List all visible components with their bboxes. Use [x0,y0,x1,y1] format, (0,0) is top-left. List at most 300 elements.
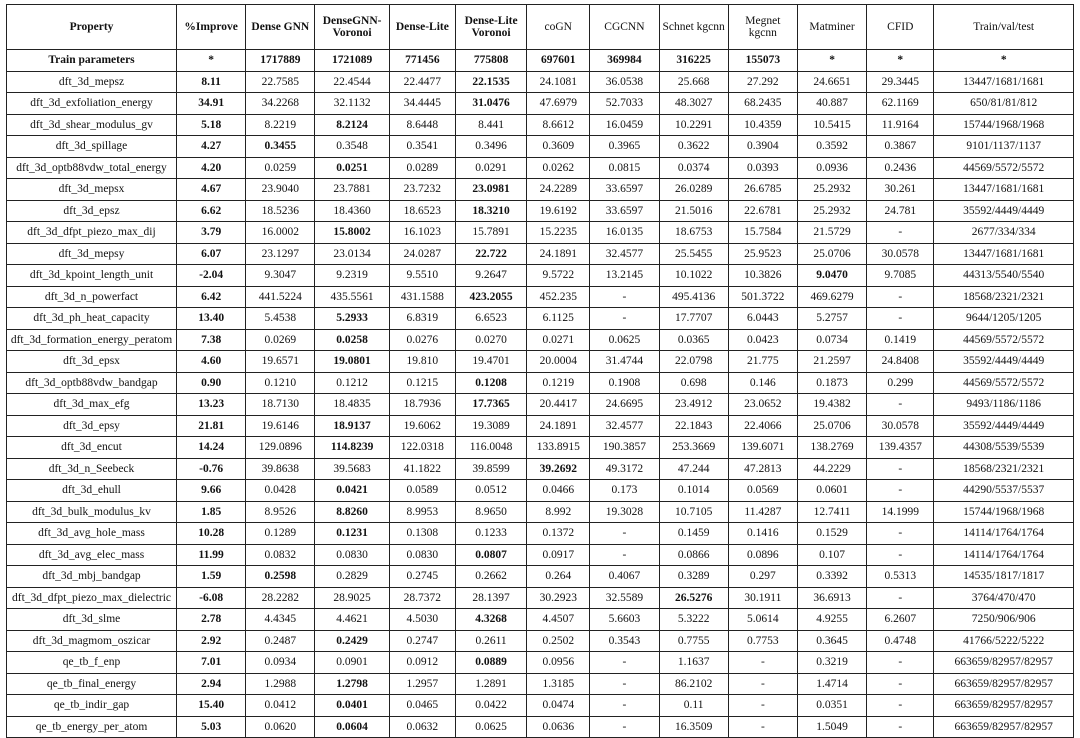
cell-schnet: 0.3289 [659,566,728,588]
cell-cfid: 29.3445 [867,71,934,93]
table-row [7,265,1074,287]
cell-matminer: 1.4714 [797,673,866,695]
cell-dense-lite: 431.1588 [389,286,455,308]
cell-property: dft_3d_dfpt_piezo_max_dij [7,222,177,244]
cell-densegnn: 1717889 [246,50,315,72]
cell-densegnn-voronoi: 39.5683 [315,458,389,480]
cell-split: 7250/906/906 [934,609,1074,631]
cell-megnet: 0.7753 [728,630,797,652]
cell-densegnn-voronoi: 9.2319 [315,265,389,287]
cell-dense-lite-voronoi: 22.722 [455,243,526,265]
cell-split: 663659/82957/82957 [934,673,1074,695]
cell-megnet: 5.0614 [728,609,797,631]
cell-densegnn-voronoi: 1721089 [315,50,389,72]
cell-split: 3764/470/470 [934,587,1074,609]
cell-improve: 0.90 [177,372,246,394]
cell-matminer: 138.2769 [797,437,866,459]
table-row [7,372,1074,394]
cell-dense-lite-voronoi: 8.9650 [455,501,526,523]
results-table-container [6,4,1074,738]
cell-dense-lite: 18.7936 [389,394,455,416]
cell-densegnn: 18.5236 [246,200,315,222]
col-header-dense-lite: Dense-Lite [389,5,455,50]
cell-cogn: 20.4417 [527,394,590,416]
cell-split: * [934,50,1074,72]
cell-cfid: * [867,50,934,72]
cell-cogn: 24.1891 [527,243,590,265]
cell-schnet: 47.244 [659,458,728,480]
cell-megnet: - [728,673,797,695]
cell-megnet: 68.2435 [728,93,797,115]
table-row [7,136,1074,158]
cell-split: 13447/1681/1681 [934,243,1074,265]
cell-dense-lite: 24.0287 [389,243,455,265]
cell-megnet: 11.4287 [728,501,797,523]
cell-megnet: 0.0423 [728,329,797,351]
cell-densegnn-voronoi: 28.9025 [315,587,389,609]
cell-megnet: 10.3826 [728,265,797,287]
cell-cogn: 15.2235 [527,222,590,244]
cell-improve: 9.66 [177,480,246,502]
cell-densegnn: 0.0832 [246,544,315,566]
cell-dense-lite: 0.0589 [389,480,455,502]
cell-schnet: 0.1459 [659,523,728,545]
cell-matminer: 44.2229 [797,458,866,480]
cell-property: dft_3d_epsz [7,200,177,222]
cell-property: dft_3d_ph_heat_capacity [7,308,177,330]
cell-schnet: 0.0365 [659,329,728,351]
cell-matminer: 12.7411 [797,501,866,523]
cell-improve: 6.62 [177,200,246,222]
cell-property: dft_3d_bulk_modulus_kv [7,501,177,523]
cell-cfid: 30.261 [867,179,934,201]
cell-property: dft_3d_mepsy [7,243,177,265]
cell-cogn: 0.0474 [527,695,590,717]
cell-densegnn-voronoi: 22.4544 [315,71,389,93]
cell-cfid: - [867,394,934,416]
cell-improve: 2.92 [177,630,246,652]
cell-dense-lite-voronoi: 17.7365 [455,394,526,416]
cell-matminer: 0.3219 [797,652,866,674]
cell-dense-lite-voronoi: 0.0291 [455,157,526,179]
cell-cgcnn: 31.4744 [590,351,659,373]
cell-densegnn-voronoi: 0.0251 [315,157,389,179]
cell-property: qe_tb_final_energy [7,673,177,695]
cell-matminer: 1.5049 [797,716,866,738]
cell-split: 650/81/81/812 [934,93,1074,115]
cell-cgcnn: 49.3172 [590,458,659,480]
cell-cfid: 14.1999 [867,501,934,523]
cell-schnet: 10.2291 [659,114,728,136]
cell-dense-lite-voronoi: 31.0476 [455,93,526,115]
cell-improve: 13.40 [177,308,246,330]
table-row [7,286,1074,308]
cell-improve: 4.27 [177,136,246,158]
cell-dense-lite: 34.4445 [389,93,455,115]
cell-densegnn: 28.2282 [246,587,315,609]
cell-dense-lite: 23.7232 [389,179,455,201]
cell-densegnn: 0.0428 [246,480,315,502]
table-row [7,609,1074,631]
cell-property: qe_tb_energy_per_atom [7,716,177,738]
cell-densegnn-voronoi: 32.1132 [315,93,389,115]
cell-schnet: 316225 [659,50,728,72]
table-row [7,458,1074,480]
cell-dense-lite: 0.1308 [389,523,455,545]
col-header-densegnn-voronoi: DenseGNN-Voronoi [315,5,389,50]
cell-improve: 6.07 [177,243,246,265]
cell-densegnn-voronoi: 0.1231 [315,523,389,545]
cell-dense-lite: 16.1023 [389,222,455,244]
cell-split: 14114/1764/1764 [934,523,1074,545]
cell-property: dft_3d_n_powerfact [7,286,177,308]
cell-matminer: 25.2932 [797,179,866,201]
cell-matminer: * [797,50,866,72]
cell-improve: 34.91 [177,93,246,115]
table-row [7,437,1074,459]
cell-matminer: 0.1529 [797,523,866,545]
cell-matminer: 9.0470 [797,265,866,287]
cell-split: 41766/5222/5222 [934,630,1074,652]
cell-matminer: 0.0351 [797,695,866,717]
cell-improve: -6.08 [177,587,246,609]
cell-densegnn: 0.0412 [246,695,315,717]
cell-cfid: 0.299 [867,372,934,394]
cell-improve: 10.28 [177,523,246,545]
cell-densegnn-voronoi: 18.9137 [315,415,389,437]
cell-split: 13447/1681/1681 [934,179,1074,201]
cell-matminer: 0.0734 [797,329,866,351]
cell-densegnn-voronoi: 18.4835 [315,394,389,416]
cell-schnet: 0.11 [659,695,728,717]
cell-megnet: 0.297 [728,566,797,588]
cell-schnet: 495.4136 [659,286,728,308]
cell-cogn: 4.4507 [527,609,590,631]
cell-schnet: 18.6753 [659,222,728,244]
cell-schnet: 16.3509 [659,716,728,738]
cell-split: 18568/2321/2321 [934,286,1074,308]
cell-matminer: 0.3392 [797,566,866,588]
cell-megnet: 0.146 [728,372,797,394]
results-table [6,4,1074,738]
cell-dense-lite: 0.0830 [389,544,455,566]
cell-cgcnn: 13.2145 [590,265,659,287]
table-row [7,394,1074,416]
cell-dense-lite: 1.2957 [389,673,455,695]
cell-split: 44569/5572/5572 [934,329,1074,351]
cell-megnet: 30.1911 [728,587,797,609]
cell-cogn: 452.235 [527,286,590,308]
table-row [7,329,1074,351]
cell-cgcnn: 19.3028 [590,501,659,523]
cell-cfid: 0.5313 [867,566,934,588]
cell-property: Train parameters [7,50,177,72]
cell-split: 14114/1764/1764 [934,544,1074,566]
cell-property: dft_3d_n_Seebeck [7,458,177,480]
cell-dense-lite: 19.6062 [389,415,455,437]
cell-densegnn: 19.6571 [246,351,315,373]
cell-densegnn: 8.2219 [246,114,315,136]
cell-cogn: 9.5722 [527,265,590,287]
cell-matminer: 0.1873 [797,372,866,394]
col-header-megnet: Megnet kgcnn [728,5,797,50]
cell-densegnn: 16.0002 [246,222,315,244]
cell-dense-lite: 8.9953 [389,501,455,523]
cell-matminer: 40.887 [797,93,866,115]
table-row [7,415,1074,437]
cell-matminer: 24.6651 [797,71,866,93]
cell-schnet: 1.1637 [659,652,728,674]
cell-split: 13447/1681/1681 [934,71,1074,93]
cell-cogn: 0.0271 [527,329,590,351]
cell-densegnn: 129.0896 [246,437,315,459]
cell-cogn: 24.2289 [527,179,590,201]
table-row [7,587,1074,609]
col-header-cgcnn: CGCNN [590,5,659,50]
cell-improve: 7.38 [177,329,246,351]
cell-split: 663659/82957/82957 [934,695,1074,717]
table-row [7,243,1074,265]
cell-cgcnn: - [590,523,659,545]
cell-dense-lite: 0.2747 [389,630,455,652]
cell-cgcnn: - [590,695,659,717]
header-row [7,5,1074,50]
cell-schnet: 48.3027 [659,93,728,115]
cell-cfid: 0.2436 [867,157,934,179]
cell-matminer: 19.4382 [797,394,866,416]
cell-cfid: 24.8408 [867,351,934,373]
cell-densegnn-voronoi: 0.0258 [315,329,389,351]
col-header-matminer: Matminer [797,5,866,50]
cell-densegnn-voronoi: 8.2124 [315,114,389,136]
cell-cgcnn: 0.0625 [590,329,659,351]
col-header-dense-lite-voronoi: Dense-Lite Voronoi [455,5,526,50]
cell-cgcnn: 33.6597 [590,179,659,201]
cell-cogn: 39.2692 [527,458,590,480]
cell-megnet: 22.4066 [728,415,797,437]
cell-cgcnn: 5.6603 [590,609,659,631]
cell-cgcnn: 32.4577 [590,415,659,437]
cell-cgcnn: 0.3543 [590,630,659,652]
table-body [7,50,1074,738]
cell-split: 663659/82957/82957 [934,652,1074,674]
cell-property: dft_3d_formation_energy_peratom [7,329,177,351]
cell-schnet: 25.668 [659,71,728,93]
cell-megnet: 139.6071 [728,437,797,459]
cell-densegnn-voronoi: 0.0604 [315,716,389,738]
col-header-property: Property [7,5,177,50]
table-row [7,501,1074,523]
cell-densegnn-voronoi: 114.8239 [315,437,389,459]
table-row [7,695,1074,717]
cell-split: 35592/4449/4449 [934,415,1074,437]
cell-property: dft_3d_epsx [7,351,177,373]
cell-megnet: - [728,716,797,738]
col-header-split: Train/val/test [934,5,1074,50]
cell-improve: 14.24 [177,437,246,459]
cell-property: dft_3d_kpoint_length_unit [7,265,177,287]
cell-cogn: 24.1891 [527,415,590,437]
cell-dense-lite: 41.1822 [389,458,455,480]
cell-matminer: 25.2932 [797,200,866,222]
cell-densegnn-voronoi: 5.2933 [315,308,389,330]
cell-schnet: 22.1843 [659,415,728,437]
cell-split: 35592/4449/4449 [934,200,1074,222]
table-row [7,630,1074,652]
cell-split: 44569/5572/5572 [934,157,1074,179]
table-header [7,5,1074,50]
cell-property: dft_3d_ehull [7,480,177,502]
cell-dense-lite-voronoi: 423.2055 [455,286,526,308]
cell-cogn: 0.3609 [527,136,590,158]
cell-densegnn: 34.2268 [246,93,315,115]
cell-dense-lite-voronoi: 0.0807 [455,544,526,566]
cell-schnet: 86.2102 [659,673,728,695]
cell-cfid: - [867,286,934,308]
cell-densegnn-voronoi: 0.3548 [315,136,389,158]
cell-matminer: 0.3645 [797,630,866,652]
cell-matminer: 21.5729 [797,222,866,244]
cell-cfid: - [867,222,934,244]
cell-matminer: 25.0706 [797,415,866,437]
cell-dense-lite-voronoi: 0.0422 [455,695,526,717]
cell-dense-lite-voronoi: 0.0270 [455,329,526,351]
cell-cgcnn: 16.0459 [590,114,659,136]
table-row [7,93,1074,115]
cell-densegnn-voronoi: 0.0421 [315,480,389,502]
cell-cgcnn: - [590,652,659,674]
cell-schnet: 10.7105 [659,501,728,523]
cell-densegnn: 23.1297 [246,243,315,265]
cell-improve: 21.81 [177,415,246,437]
cell-schnet: 10.1022 [659,265,728,287]
cell-dense-lite-voronoi: 18.3210 [455,200,526,222]
cell-densegnn-voronoi: 0.0401 [315,695,389,717]
table-row [7,200,1074,222]
cell-split: 9644/1205/1205 [934,308,1074,330]
cell-megnet: 0.0896 [728,544,797,566]
cell-dense-lite-voronoi: 1.2891 [455,673,526,695]
cell-densegnn-voronoi: 0.0901 [315,652,389,674]
cell-improve: 3.79 [177,222,246,244]
cell-cfid: - [867,673,934,695]
cell-improve: 4.67 [177,179,246,201]
cell-cgcnn: 0.1908 [590,372,659,394]
cell-densegnn: 19.6146 [246,415,315,437]
cell-property: dft_3d_epsy [7,415,177,437]
cell-densegnn-voronoi: 0.0830 [315,544,389,566]
cell-dense-lite: 4.5030 [389,609,455,631]
cell-densegnn: 23.9040 [246,179,315,201]
cell-densegnn-voronoi: 8.8260 [315,501,389,523]
cell-property: dft_3d_dfpt_piezo_max_dielectric [7,587,177,609]
cell-megnet: 26.6785 [728,179,797,201]
cell-cgcnn: 190.3857 [590,437,659,459]
cell-property: dft_3d_slme [7,609,177,631]
cell-cgcnn: 0.3965 [590,136,659,158]
cell-split: 18568/2321/2321 [934,458,1074,480]
cell-cgcnn: 369984 [590,50,659,72]
cell-schnet: 253.3669 [659,437,728,459]
cell-cogn: 0.264 [527,566,590,588]
cell-densegnn: 0.2598 [246,566,315,588]
cell-split: 15744/1968/1968 [934,501,1074,523]
cell-improve: 15.40 [177,695,246,717]
cell-matminer: 10.5415 [797,114,866,136]
cell-cogn: 1.3185 [527,673,590,695]
cell-megnet: - [728,695,797,717]
cell-dense-lite: 0.1215 [389,372,455,394]
cell-dense-lite-voronoi: 28.1397 [455,587,526,609]
cell-megnet: 22.6781 [728,200,797,222]
cell-densegnn-voronoi: 0.2829 [315,566,389,588]
cell-densegnn-voronoi: 4.4621 [315,609,389,631]
cell-property: dft_3d_exfoliation_energy [7,93,177,115]
cell-matminer: 4.9255 [797,609,866,631]
col-header-cfid: CFID [867,5,934,50]
cell-cogn: 0.0956 [527,652,590,674]
cell-split: 15744/1968/1968 [934,114,1074,136]
cell-densegnn: 1.2988 [246,673,315,695]
cell-matminer: 36.6913 [797,587,866,609]
cell-densegnn: 0.0259 [246,157,315,179]
cell-densegnn-voronoi: 18.4360 [315,200,389,222]
cell-densegnn-voronoi: 435.5561 [315,286,389,308]
cell-cogn: 0.0917 [527,544,590,566]
table-row [7,523,1074,545]
cell-property: dft_3d_optb88vdw_total_energy [7,157,177,179]
cell-densegnn: 22.7585 [246,71,315,93]
cell-property: dft_3d_mepsz [7,71,177,93]
table-row [7,157,1074,179]
cell-matminer: 0.0601 [797,480,866,502]
cell-cogn: 697601 [527,50,590,72]
cell-densegnn-voronoi: 19.0801 [315,351,389,373]
cell-densegnn: 39.8638 [246,458,315,480]
cell-cfid: 6.2607 [867,609,934,631]
col-header-cogn: coGN [527,5,590,50]
cell-cogn: 24.1081 [527,71,590,93]
cell-densegnn: 4.4345 [246,609,315,631]
cell-megnet: 23.0652 [728,394,797,416]
cell-cogn: 0.0466 [527,480,590,502]
cell-schnet: 17.7707 [659,308,728,330]
cell-improve: 2.78 [177,609,246,631]
cell-cfid: - [867,308,934,330]
table-row [7,480,1074,502]
cell-dense-lite-voronoi: 0.0512 [455,480,526,502]
table-row [7,544,1074,566]
cell-matminer: 21.2597 [797,351,866,373]
cell-improve: 2.94 [177,673,246,695]
cell-cgcnn: - [590,544,659,566]
cell-dense-lite: 18.6523 [389,200,455,222]
cell-property: dft_3d_shear_modulus_gv [7,114,177,136]
cell-dense-lite-voronoi: 0.2611 [455,630,526,652]
cell-densegnn: 18.7130 [246,394,315,416]
cell-cfid: - [867,652,934,674]
cell-cogn: 19.6192 [527,200,590,222]
cell-dense-lite: 0.0912 [389,652,455,674]
cell-improve: 6.42 [177,286,246,308]
cell-property: dft_3d_encut [7,437,177,459]
cell-improve: 13.23 [177,394,246,416]
cell-schnet: 0.3622 [659,136,728,158]
cell-dense-lite-voronoi: 0.1233 [455,523,526,545]
cell-dense-lite-voronoi: 15.7891 [455,222,526,244]
cell-matminer: 5.2757 [797,308,866,330]
cell-schnet: 0.698 [659,372,728,394]
